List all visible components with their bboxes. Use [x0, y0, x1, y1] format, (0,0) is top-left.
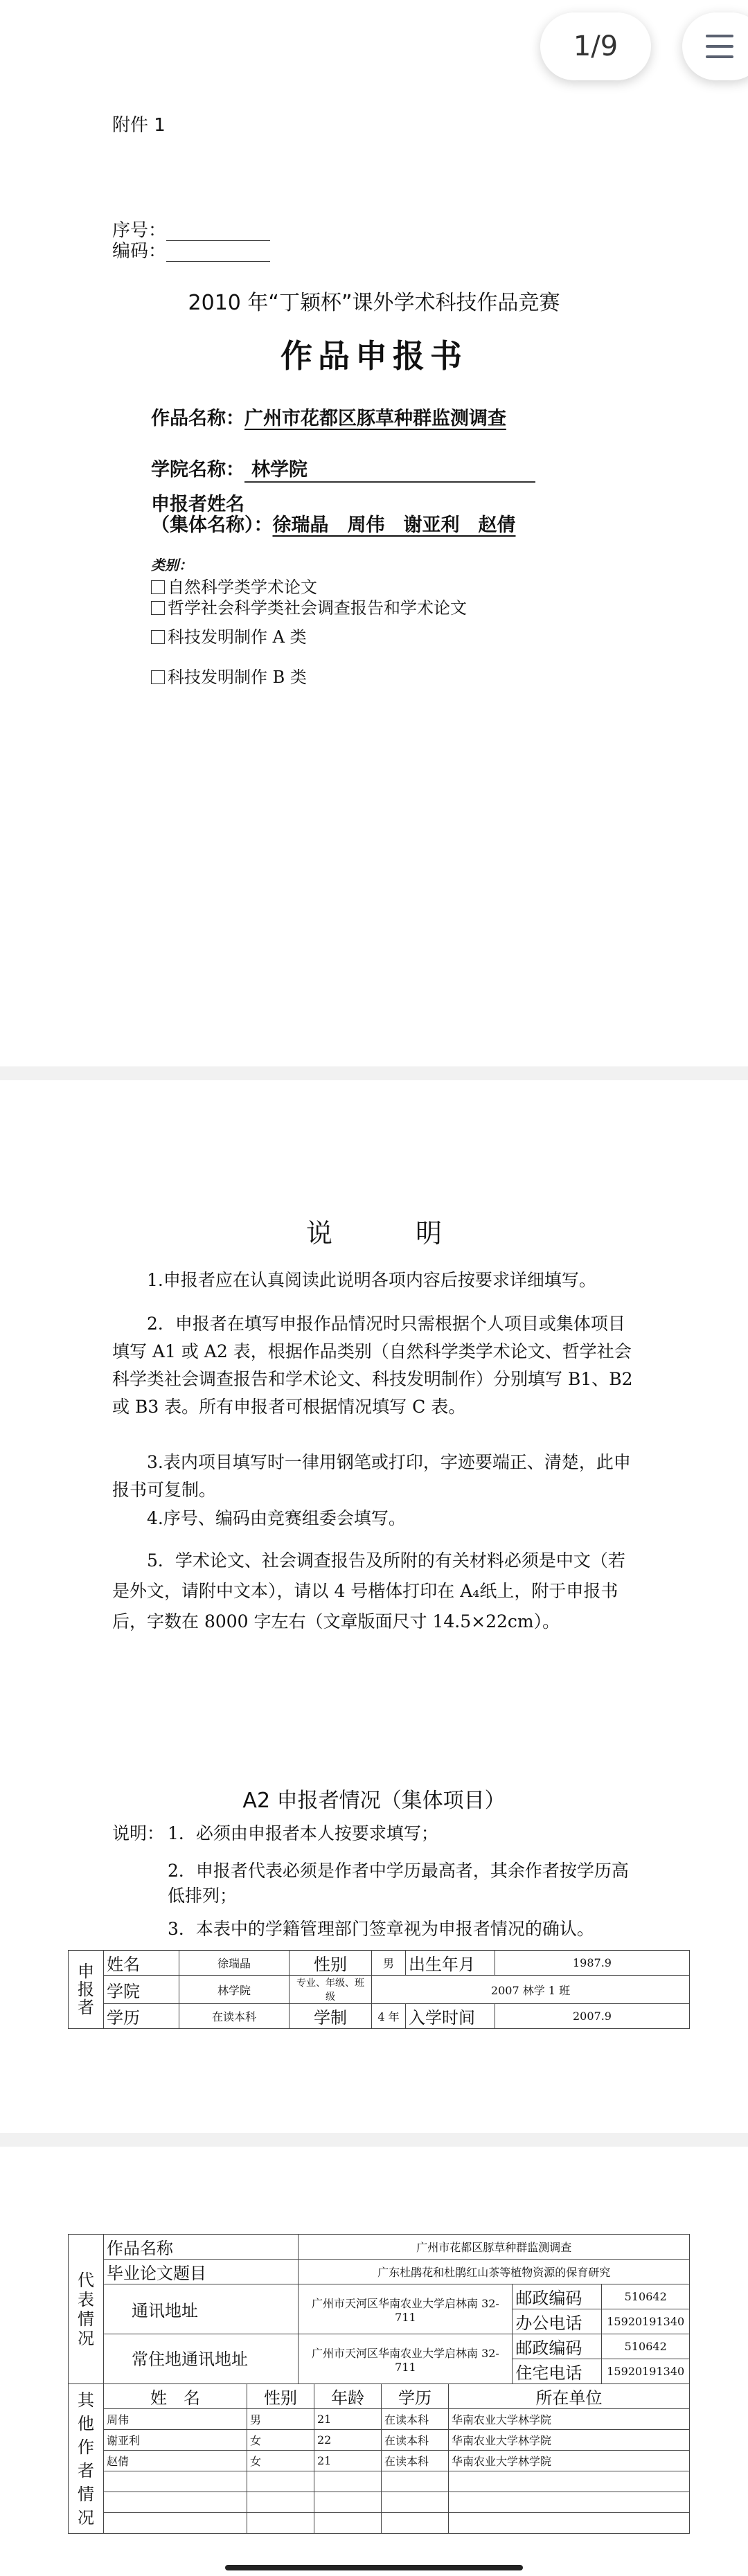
attachment-label: 附件 1 — [112, 115, 166, 136]
work-name-value: 广州市花都区豚草种群监测调查 — [244, 408, 506, 429]
applicant-names: 徐瑞晶 周伟 谢亚利 赵倩 — [272, 515, 516, 536]
instruction-1: 1.申报者应在认真阅读此说明各项内容后按要求详细填写。 — [147, 1270, 596, 1290]
cell-edu: 在读本科 — [382, 2430, 449, 2451]
checkbox[interactable] — [151, 630, 165, 644]
page-1 — [0, 0, 748, 1066]
page-2 — [0, 1080, 748, 2133]
thesis-value: 广东杜鹃花和杜鹃红山茶等植物资源的保育研究 — [299, 2260, 690, 2284]
note-1: 1．必须由申报者本人按要求填写； — [168, 1823, 438, 1843]
note-2: 2．申报者代表必须是作者中学历最高者，其余作者按学历高低排列； — [168, 1861, 629, 1906]
applicant-side-label: 申报者 — [69, 1951, 104, 2029]
post-value: 510642 — [602, 2284, 690, 2309]
applicant-label-line1: 申报者姓名 — [151, 494, 244, 515]
instructions-title: 说明 — [305, 1218, 525, 1249]
home-label: 常住地通讯地址 — [104, 2334, 299, 2384]
category-option-label: 自然科学类学术论文 — [168, 578, 317, 597]
page-indicator[interactable]: 1/9 — [540, 12, 651, 80]
serial-label: 序号： — [112, 220, 167, 241]
homephone-label: 住宅电话 — [513, 2359, 602, 2384]
name-label: 姓名 — [104, 1951, 179, 1976]
category-option-label: 科技发明制作 A 类 — [168, 627, 307, 647]
table-row-empty — [69, 2492, 690, 2513]
cell-unit: 华南农业大学林学院 — [449, 2451, 690, 2471]
home-indicator[interactable] — [225, 2565, 523, 2570]
school-value: 林学院 — [179, 1976, 290, 2004]
other-authors-table — [68, 2383, 690, 2534]
post2-value: 510642 — [602, 2334, 690, 2359]
work-name-field — [151, 403, 506, 430]
header-edu: 学历 — [382, 2384, 449, 2409]
birth-label: 出生年月 — [406, 1951, 495, 1976]
birth-value: 1987.9 — [495, 1951, 690, 1976]
category-option — [151, 594, 467, 618]
major-value: 2007 林学 1 班 — [372, 1976, 690, 2004]
table-row — [69, 2409, 690, 2430]
applicant-field — [151, 494, 516, 536]
applicant-table — [68, 1950, 690, 2029]
menu-icon[interactable] — [682, 12, 748, 80]
header-age: 年龄 — [314, 2384, 382, 2409]
name-value: 徐瑞晶 — [179, 1951, 290, 1976]
cell-name: 周伟 — [104, 2409, 247, 2430]
gender-label: 性别 — [290, 1951, 372, 1976]
rep-side-label: 代表情况 — [69, 2235, 104, 2384]
cell-name: 谢亚利 — [104, 2430, 247, 2451]
edu-value: 在读本科 — [179, 2004, 290, 2029]
header-name: 姓 名 — [104, 2384, 247, 2409]
table-row-empty — [69, 2471, 690, 2492]
cell-gender: 男 — [247, 2409, 314, 2430]
instruction-4: 4.序号、编码由竞赛组委会填写。 — [147, 1508, 406, 1528]
instruction-5: 5．学术论文、社会调查报告及所附的有关材料必须是中文（若是外文，请附中文本），请以 4 号楷体打印在 A₄纸上，附于申报书后，字数在 8000 字左右（文章版面尺寸 14.5×22cm）。 — [112, 1550, 625, 1631]
category-label: 类别： — [151, 557, 193, 573]
enroll-label: 入学时间 — [406, 2004, 495, 2029]
checkbox[interactable] — [151, 580, 165, 594]
serial-blank — [166, 224, 270, 241]
cell-gender: 女 — [247, 2430, 314, 2451]
competition-title: 2010 年“丁颖杯”课外学术科技作品竞赛 — [188, 291, 560, 315]
work-value: 广州市花都区豚草种群监测调查 — [299, 2235, 690, 2260]
table-row — [69, 2430, 690, 2451]
note-label: 说明： — [112, 1823, 165, 1843]
note-3: 3．本表中的学籍管理部门签章视为申报者情况的确认。 — [168, 1919, 594, 1939]
addr-value: 广州市天河区华南农业大学启林南 32-711 — [299, 2284, 513, 2334]
checkbox[interactable] — [151, 670, 165, 684]
cell-name: 赵倩 — [104, 2451, 247, 2471]
length-value: 4 年 — [372, 2004, 406, 2029]
instruction-3: 3.表内项目填写时一律用钢笔或打印，字迹要端正、清楚，此申报书可复制。 — [112, 1452, 631, 1500]
category-option-label: 哲学社会科学类社会调查报告和学术论文 — [168, 598, 467, 618]
category-option — [151, 623, 307, 647]
code-blank — [166, 244, 270, 262]
office-value: 15920191340 — [602, 2309, 690, 2334]
school-label: 学院 — [104, 1976, 179, 2004]
gender-value: 男 — [372, 1951, 406, 1976]
section-title: A2 申报者情况（集体项目） — [242, 1789, 506, 1813]
cell-age: 22 — [314, 2430, 382, 2451]
cell-age: 21 — [314, 2409, 382, 2430]
header-unit: 所在单位 — [449, 2384, 690, 2409]
work-name-label: 作品名称： — [151, 408, 244, 429]
instruction-2: 2．申报者在填写申报作品情况时只需根据个人项目或集体项目填写 A1 或 A2 表，根据作品类别（自然科学类学术论文、哲学社会科学类社会调查报告和学术论文、科技发明制作）分别填写 B1、B2 或 B3 表。所有申报者可根据情况填写 C 表。 — [112, 1314, 633, 1417]
school-value: 林学院 — [244, 454, 535, 483]
header-gender: 性别 — [247, 2384, 314, 2409]
home-value: 广州市天河区华南农业大学启林南 32-711 — [299, 2334, 513, 2384]
thesis-label: 毕业论文题目 — [104, 2260, 299, 2284]
cell-age: 21 — [314, 2451, 382, 2471]
cell-unit: 华南农业大学林学院 — [449, 2409, 690, 2430]
category-option — [151, 663, 307, 688]
checkbox[interactable] — [151, 601, 165, 615]
cell-edu: 在读本科 — [382, 2451, 449, 2471]
post-label: 邮政编码 — [513, 2284, 602, 2309]
applicant-label-line2: （集体名称）： — [151, 515, 273, 536]
addr-label: 通讯地址 — [104, 2284, 299, 2334]
cell-unit: 华南农业大学林学院 — [449, 2430, 690, 2451]
cell-gender: 女 — [247, 2451, 314, 2471]
table-row-empty — [69, 2513, 690, 2534]
representative-table — [68, 2234, 690, 2384]
document-title: 作品申报书 — [280, 337, 467, 375]
table-row — [69, 2451, 690, 2471]
enroll-value: 2007.9 — [495, 2004, 690, 2029]
homephone-value: 15920191340 — [602, 2359, 690, 2384]
category-option-label: 科技发明制作 B 类 — [168, 668, 307, 687]
office-label: 办公电话 — [513, 2309, 602, 2334]
school-label: 学院名称： — [151, 459, 244, 481]
code-label: 编码： — [112, 241, 167, 262]
post2-label: 邮政编码 — [513, 2334, 602, 2359]
length-label: 学制 — [290, 2004, 372, 2029]
major-label: 专业、年级、班级 — [290, 1976, 372, 2004]
school-field — [151, 454, 535, 483]
work-label: 作品名称 — [104, 2235, 299, 2260]
edu-label: 学历 — [104, 2004, 179, 2029]
page-3 — [0, 2147, 748, 2576]
others-side-label: 其他作者情况 — [69, 2384, 104, 2534]
cell-edu: 在读本科 — [382, 2409, 449, 2430]
serial-code-block — [112, 220, 270, 262]
